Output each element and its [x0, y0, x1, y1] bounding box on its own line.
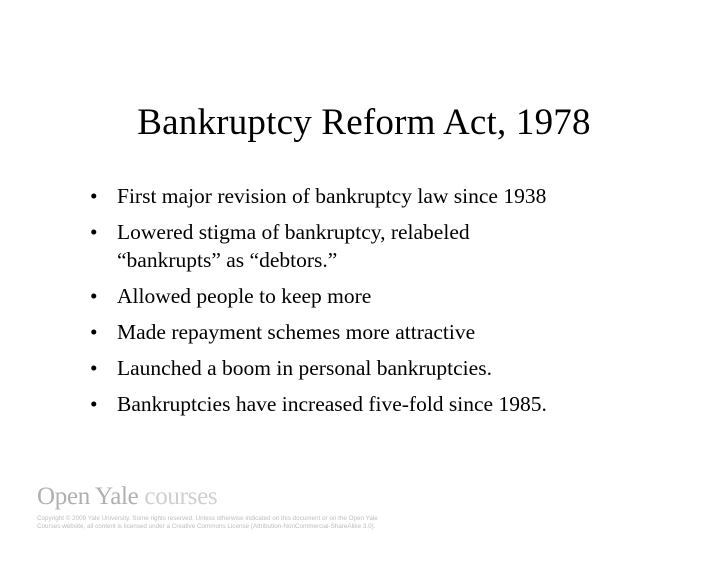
- bullet-item-keep-more: [90, 282, 690, 310]
- bullet-item-repayment-schemes: [90, 318, 690, 346]
- bullet-text: First major revision of bankruptcy law since 1938: [117, 184, 547, 208]
- copyright-line-1: Copyright © 2009 Yale University. Some rights reserved. Unless otherwise indicated on this document or on the Open Yale: [37, 515, 378, 522]
- bullet-icon: •: [90, 220, 98, 244]
- bullet-item-five-fold-increase: [90, 390, 690, 418]
- bullet-list: [90, 182, 690, 426]
- copyright-line-2: Courses website, all content is licensed under a Creative Commons License (Attribution-NonCommercial-ShareAlike 3.0).: [37, 523, 376, 530]
- bullet-icon: •: [90, 284, 98, 308]
- bullet-text: Launched a boom in personal bankruptcies.: [117, 356, 492, 380]
- logo-open-yale: Open Yale: [37, 483, 145, 510]
- bullet-icon: •: [90, 392, 98, 416]
- bullet-item-lowered-stigma: [90, 218, 690, 274]
- footer: [37, 484, 397, 531]
- slide-title: Bankruptcy Reform Act, 1978: [137, 102, 591, 143]
- bullet-icon: •: [90, 356, 98, 380]
- bullet-text: Lowered stigma of bankruptcy, relabeled: [117, 220, 470, 244]
- open-yale-courses-logo: [37, 484, 397, 510]
- copyright-notice: [37, 515, 397, 531]
- bullet-icon: •: [90, 320, 98, 344]
- bullet-item-first-major-revision: [90, 182, 690, 210]
- bullet-item-launched-boom: [90, 354, 690, 382]
- bullet-icon: •: [90, 184, 98, 208]
- logo-courses: courses: [144, 483, 218, 510]
- bullet-text: Made repayment schemes more attractive: [117, 320, 476, 344]
- bullet-text: Allowed people to keep more: [117, 284, 372, 308]
- bullet-text: Bankruptcies have increased five-fold since 1985.: [117, 392, 547, 416]
- bullet-text-continuation: “bankrupts” as “debtors.”: [117, 248, 338, 272]
